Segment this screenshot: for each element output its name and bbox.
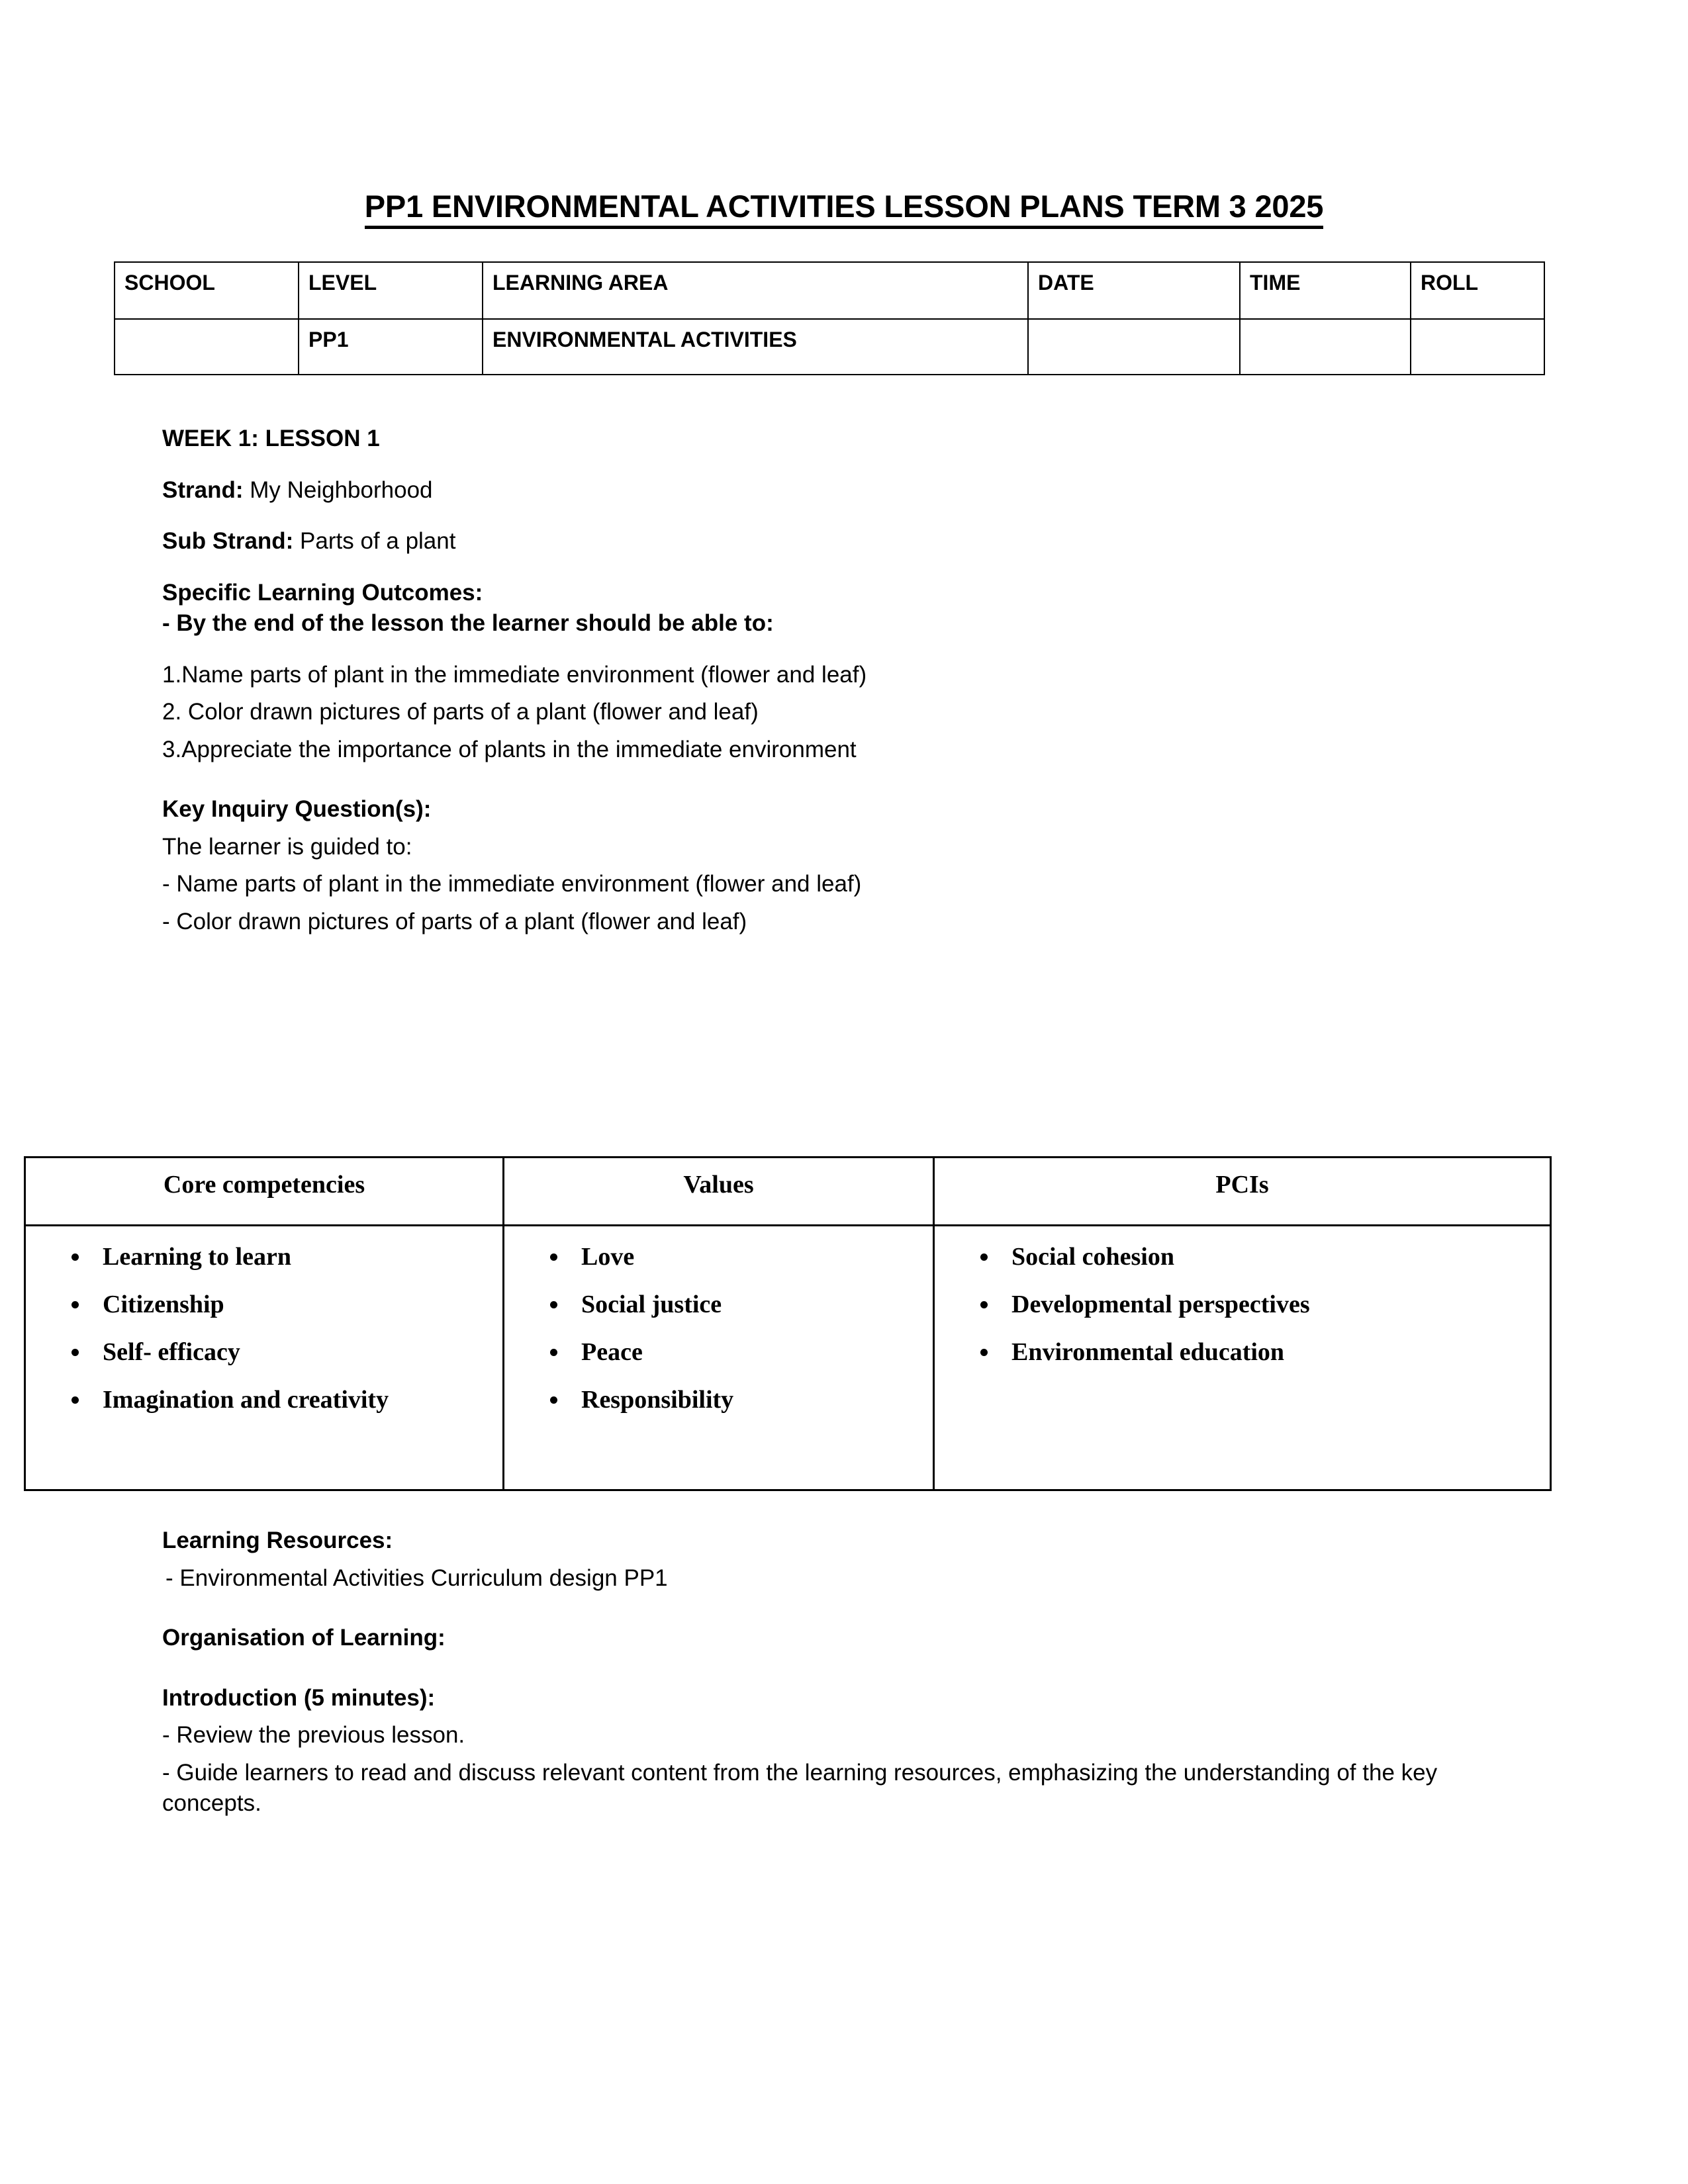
value-cell-date[interactable] xyxy=(1028,319,1240,375)
sub-strand-label: Sub Strand: xyxy=(162,528,294,555)
bottom-spacer-1 xyxy=(162,1594,1539,1623)
resources-heading: Learning Resources: xyxy=(162,1527,393,1553)
cell-pcis xyxy=(934,1226,1551,1490)
strand-value: My Neighborhood xyxy=(243,477,433,503)
value-cell-roll[interactable] xyxy=(1411,319,1544,375)
column-header-pcis: PCIs xyxy=(934,1158,1551,1226)
list-item: • Love xyxy=(569,1240,926,1275)
outcome-item-2: 2. Color drawn pictures of parts of a plant (flower and leaf) xyxy=(162,699,759,725)
introduction-heading: Introduction (5 minutes): xyxy=(162,1684,436,1711)
kiq-item-2: - Color drawn pictures of parts of a plant (flower and leaf) xyxy=(162,909,747,935)
column-header-core-competencies: Core competencies xyxy=(25,1158,504,1226)
cell-core-competencies xyxy=(25,1226,504,1490)
outcomes-subheading: - By the end of the lesson the learner should be able to: xyxy=(162,610,774,637)
outcomes-heading: Specific Learning Outcomes: xyxy=(162,579,483,606)
values-list xyxy=(511,1240,926,1418)
lesson-header-table xyxy=(114,261,1545,375)
lesson-body xyxy=(162,424,1539,938)
value-cell-time[interactable] xyxy=(1240,319,1411,375)
list-item: • Self- efficacy xyxy=(91,1335,496,1371)
week-lesson-heading: WEEK 1: LESSON 1 xyxy=(162,426,380,451)
kiq-item-1: - Name parts of plant in the immediate environment (flower and leaf) xyxy=(162,871,862,897)
value-cell-school[interactable] xyxy=(115,319,299,375)
introduction-item-2: - Guide learners to read and discuss relevant content from the learning resources, emphasizing the understanding of the key concepts. xyxy=(162,1759,1438,1817)
value-cell-level[interactable]: PP1 xyxy=(299,319,483,375)
list-item: • Social justice xyxy=(569,1287,926,1323)
cell-values xyxy=(504,1226,934,1490)
header-cell-level: LEVEL xyxy=(299,262,483,319)
list-item: • Developmental perspectives xyxy=(1000,1287,1543,1323)
outcome-item-1: 1.Name parts of plant in the immediate environment (flower and leaf) xyxy=(162,661,867,688)
header-cell-school: SCHOOL xyxy=(115,262,299,319)
kiq-heading: Key Inquiry Question(s): xyxy=(162,796,432,823)
list-item: • Imagination and creativity xyxy=(91,1383,496,1418)
table-row-headers xyxy=(115,262,1544,319)
sub-strand-value: Parts of a plant xyxy=(293,528,456,555)
table-row-content xyxy=(25,1226,1551,1490)
resources-item-1: - Environmental Activities Curriculum design PP1 xyxy=(165,1565,668,1591)
introduction-item-1: - Review the previous lesson. xyxy=(162,1722,465,1749)
list-item: • Environmental education xyxy=(1000,1335,1543,1371)
organisation-heading: Organisation of Learning: xyxy=(162,1625,445,1651)
strand-line xyxy=(162,475,1539,506)
page-title xyxy=(0,189,1688,224)
list-item: • Peace xyxy=(569,1335,926,1371)
kiq-lead: The learner is guided to: xyxy=(162,833,412,860)
value-cell-learning-area[interactable]: ENVIRONMENTAL ACTIVITIES xyxy=(483,319,1028,375)
sub-strand-line xyxy=(162,526,1539,557)
list-item: • Citizenship xyxy=(91,1287,496,1323)
competencies-values-pcis-table xyxy=(24,1156,1552,1491)
page-title-text: PP1 ENVIRONMENTAL ACTIVITIES LESSON PLANS TERM 3 2025 xyxy=(365,189,1323,229)
table-row-header xyxy=(25,1158,1551,1226)
list-item: • Social cohesion xyxy=(1000,1240,1543,1275)
lesson-bottom xyxy=(162,1525,1539,1819)
section-spacer xyxy=(162,765,1539,794)
core-competencies-list xyxy=(32,1240,496,1418)
header-cell-date: DATE xyxy=(1028,262,1240,319)
header-cell-learning-area: LEARNING AREA xyxy=(483,262,1028,319)
column-header-values: Values xyxy=(504,1158,934,1226)
header-cell-roll: ROLL xyxy=(1411,262,1544,319)
header-cell-time: TIME xyxy=(1240,262,1411,319)
pcis-list xyxy=(941,1240,1543,1371)
outcome-item-3: 3.Appreciate the importance of plants in the immediate environment xyxy=(162,736,857,762)
list-item: • Responsibility xyxy=(569,1383,926,1418)
strand-label: Strand: xyxy=(162,477,244,503)
bottom-spacer-2 xyxy=(162,1654,1539,1683)
list-item: • Learning to learn xyxy=(91,1240,496,1275)
table-row-values xyxy=(115,319,1544,375)
